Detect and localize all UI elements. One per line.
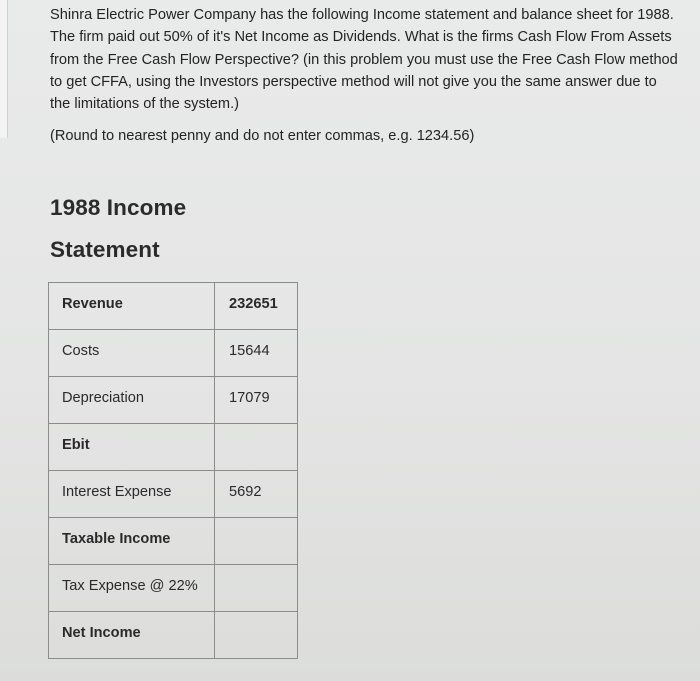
table-row (49, 518, 298, 565)
table-row (49, 283, 298, 330)
table-row (49, 612, 298, 659)
row-value-ebit (215, 424, 298, 471)
row-label-net-income: Net Income (49, 612, 215, 659)
rounding-note: (Round to nearest penny and do not enter commas, e.g. 1234.56) (50, 128, 475, 144)
income-statement-heading-line2: Statement (50, 237, 160, 262)
row-label-ebit: Ebit (49, 424, 215, 471)
row-value-taxable-income (215, 518, 298, 565)
row-value-revenue: 232651 (215, 283, 298, 330)
table-row (49, 424, 298, 471)
row-label-interest-expense: Interest Expense (49, 471, 215, 518)
row-value-costs: 15644 (215, 330, 298, 377)
row-label-depreciation: Depreciation (49, 377, 215, 424)
table-row (49, 471, 298, 518)
table-row (49, 330, 298, 377)
page-left-edge (0, 0, 8, 138)
row-value-depreciation: 17079 (215, 377, 298, 424)
income-statement-heading-line1: 1988 Income (50, 195, 187, 220)
income-statement-table (48, 282, 298, 659)
row-value-interest-expense: 5692 (215, 471, 298, 518)
row-label-costs: Costs (49, 330, 215, 377)
row-label-tax-expense: Tax Expense @ 22% (49, 565, 215, 612)
row-value-net-income (215, 612, 298, 659)
table-row (49, 377, 298, 424)
row-value-tax-expense (215, 565, 298, 612)
table-row (49, 565, 298, 612)
row-label-revenue: Revenue (49, 283, 215, 330)
question-text: Shinra Electric Power Company has the following Income statement and balance sheet for 1988. The firm paid out 50% of it's Net Income as Dividends. What is the firms Cash Flow From Assets from the Free Cash Flow Perspective? (in this problem you must use the Free Cash Flow method to get CFFA, using the Investors perspective method will not give you the same answer due to the limitations of the system.) (50, 7, 678, 113)
row-label-taxable-income: Taxable Income (49, 518, 215, 565)
